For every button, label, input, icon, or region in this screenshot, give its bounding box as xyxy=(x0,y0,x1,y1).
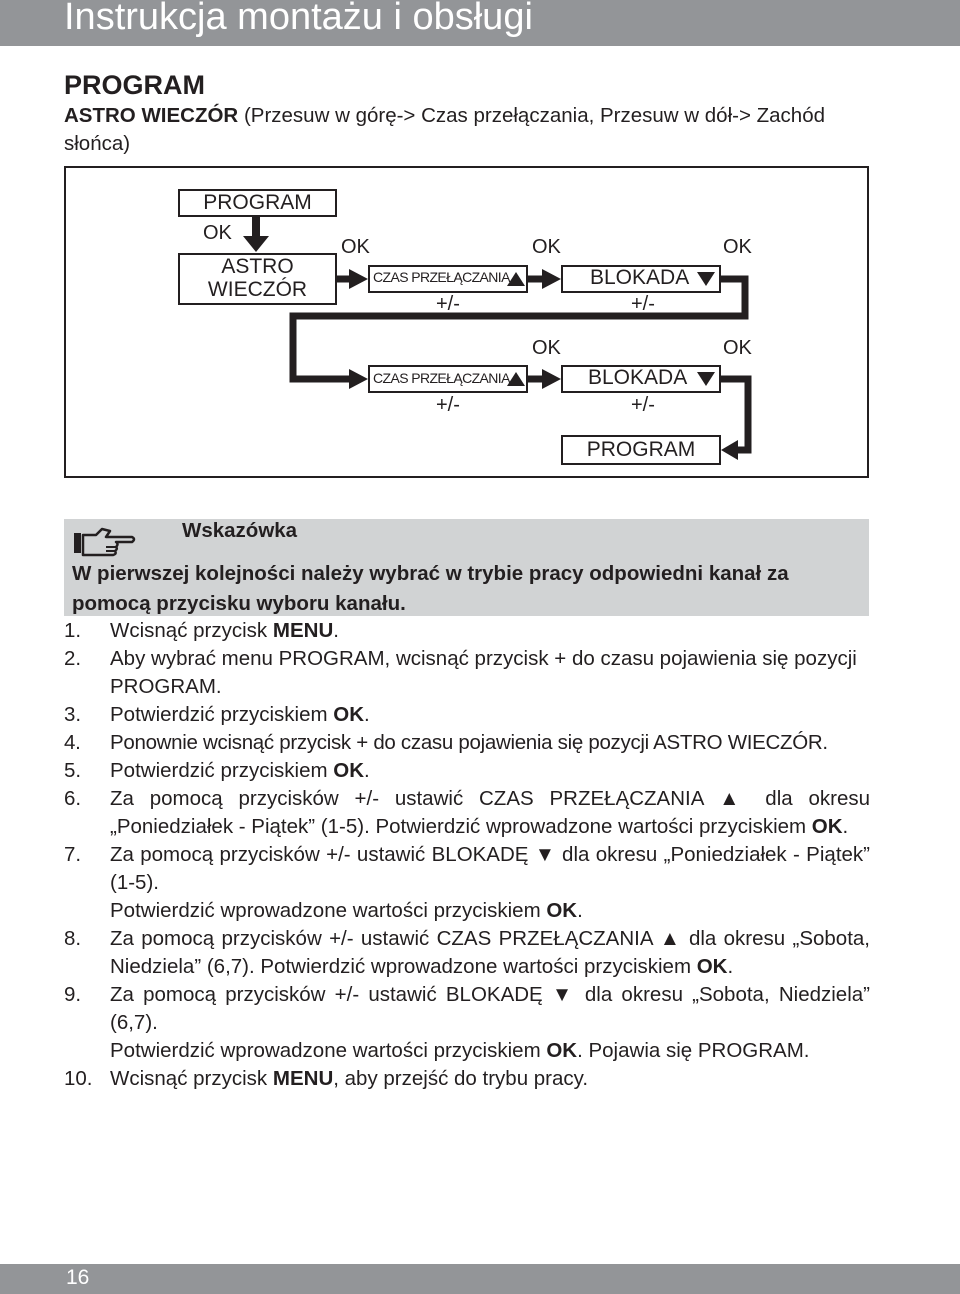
page-title: Instrukcja montażu i obsługi xyxy=(64,0,533,38)
instruction-steps xyxy=(64,617,870,1093)
czas-label-row2: CZAS PRZEŁĄCZANIA xyxy=(373,370,510,386)
down-triangle-row2 xyxy=(697,372,715,386)
ok-label: OK xyxy=(532,337,561,359)
list-item: 3. Potwierdzić przyciskiem OK. xyxy=(64,703,370,726)
plus-minus-label: +/- xyxy=(631,293,655,315)
page-footer xyxy=(0,1264,960,1294)
plus-minus-label: +/- xyxy=(436,293,460,315)
section-title: PROGRAM xyxy=(64,70,205,100)
list-item: 2. Aby wybrać menu PROGRAM, wcisnąć przycisk + do czasu pojawienia się pozycji PROGRAM. xyxy=(64,647,857,698)
list-item: 8. Za pomocą przycisków +/- ustawić CZAS PRZEŁĄCZANIA ▲ dla okresu „Sobota, Niedziela” (6,7). Potwierdzić wprowadzone wartości przyciskiem OK. xyxy=(64,927,870,978)
section-subtitle xyxy=(64,102,872,158)
list-item: 4. Ponownie wcisnąć przycisk + do czasu pojawienia się pozycji ASTRO WIECZÓR. xyxy=(64,731,828,754)
mode-name: ASTRO WIECZÓR xyxy=(64,104,239,127)
ok-label: OK xyxy=(203,222,232,244)
blokada-label-row2: BLOKADA xyxy=(588,366,688,389)
plus-minus-label: +/- xyxy=(631,394,655,416)
ok-label: OK xyxy=(723,236,752,258)
arrow-row1-to-row2 xyxy=(293,279,745,379)
ok-label: OK xyxy=(341,236,370,258)
arrowhead-right-3 xyxy=(349,369,368,389)
arrowhead-right-4 xyxy=(542,369,561,389)
arrowhead-right-1 xyxy=(349,269,368,289)
mode-description: (Przesuw w górę-> Czas przełączania, Przesuw w dół-> Zachód słońca) xyxy=(64,104,826,155)
arrowhead-right-2 xyxy=(542,269,561,289)
list-item: 7. Za pomocą przycisków +/- ustawić BLOKADĘ ▼ dla okresu „Poniedziałek - Piątek” (1-5). Potwierdzić wprowadzone wartości przyciskiem OK. xyxy=(64,843,870,922)
list-item: 5. Potwierdzić przyciskiem OK. xyxy=(64,759,370,782)
program-bottom-label: PROGRAM xyxy=(586,438,696,461)
hint-title: Wskazówka xyxy=(182,519,298,542)
pointing-hand-icon xyxy=(72,523,136,557)
page-number: 16 xyxy=(66,1266,90,1289)
hint-box xyxy=(64,519,869,616)
ok-label: OK xyxy=(723,337,752,359)
list-item: 10. Wcisnąć przycisk MENU, aby przejść do trybu pracy. xyxy=(64,1067,589,1090)
astro-label-line1: ASTRO xyxy=(221,255,294,278)
program-flow-diagram xyxy=(64,166,869,478)
program-top-label: PROGRAM xyxy=(203,191,312,214)
ok-label: OK xyxy=(532,236,561,258)
arrow-to-program xyxy=(720,379,748,450)
hint-text: W pierwszej kolejności należy wybrać w trybie pracy odpowiedni kanał za pomocą przycisku wyboru kanału. xyxy=(72,562,789,615)
astro-label-line2: WIECZÓR xyxy=(207,278,308,301)
down-triangle-row1 xyxy=(697,272,715,286)
blokada-label-row1: BLOKADA xyxy=(590,266,690,289)
arrowhead-left xyxy=(721,440,738,460)
plus-minus-label: +/- xyxy=(436,394,460,416)
list-item: 6. Za pomocą przycisków +/- ustawić CZAS PRZEŁĄCZANIA ▲ dla okresu „Poniedziałek - Piątek” (1-5). Potwierdzić wprowadzone wartości przyciskiem OK. xyxy=(64,787,870,838)
czas-label-row1: CZAS PRZEŁĄCZANIA xyxy=(373,269,510,285)
list-item: 9. Za pomocą przycisków +/- ustawić BLOKADĘ ▼ dla okresu „Sobota, Niedziela” (6,7). Potwierdzić wprowadzone wartości przyciskiem OK. Pojawia się PROGRAM. xyxy=(64,983,870,1062)
list-item: 1. Wcisnąć przycisk MENU. xyxy=(64,619,339,642)
arrowhead-down xyxy=(243,236,269,252)
